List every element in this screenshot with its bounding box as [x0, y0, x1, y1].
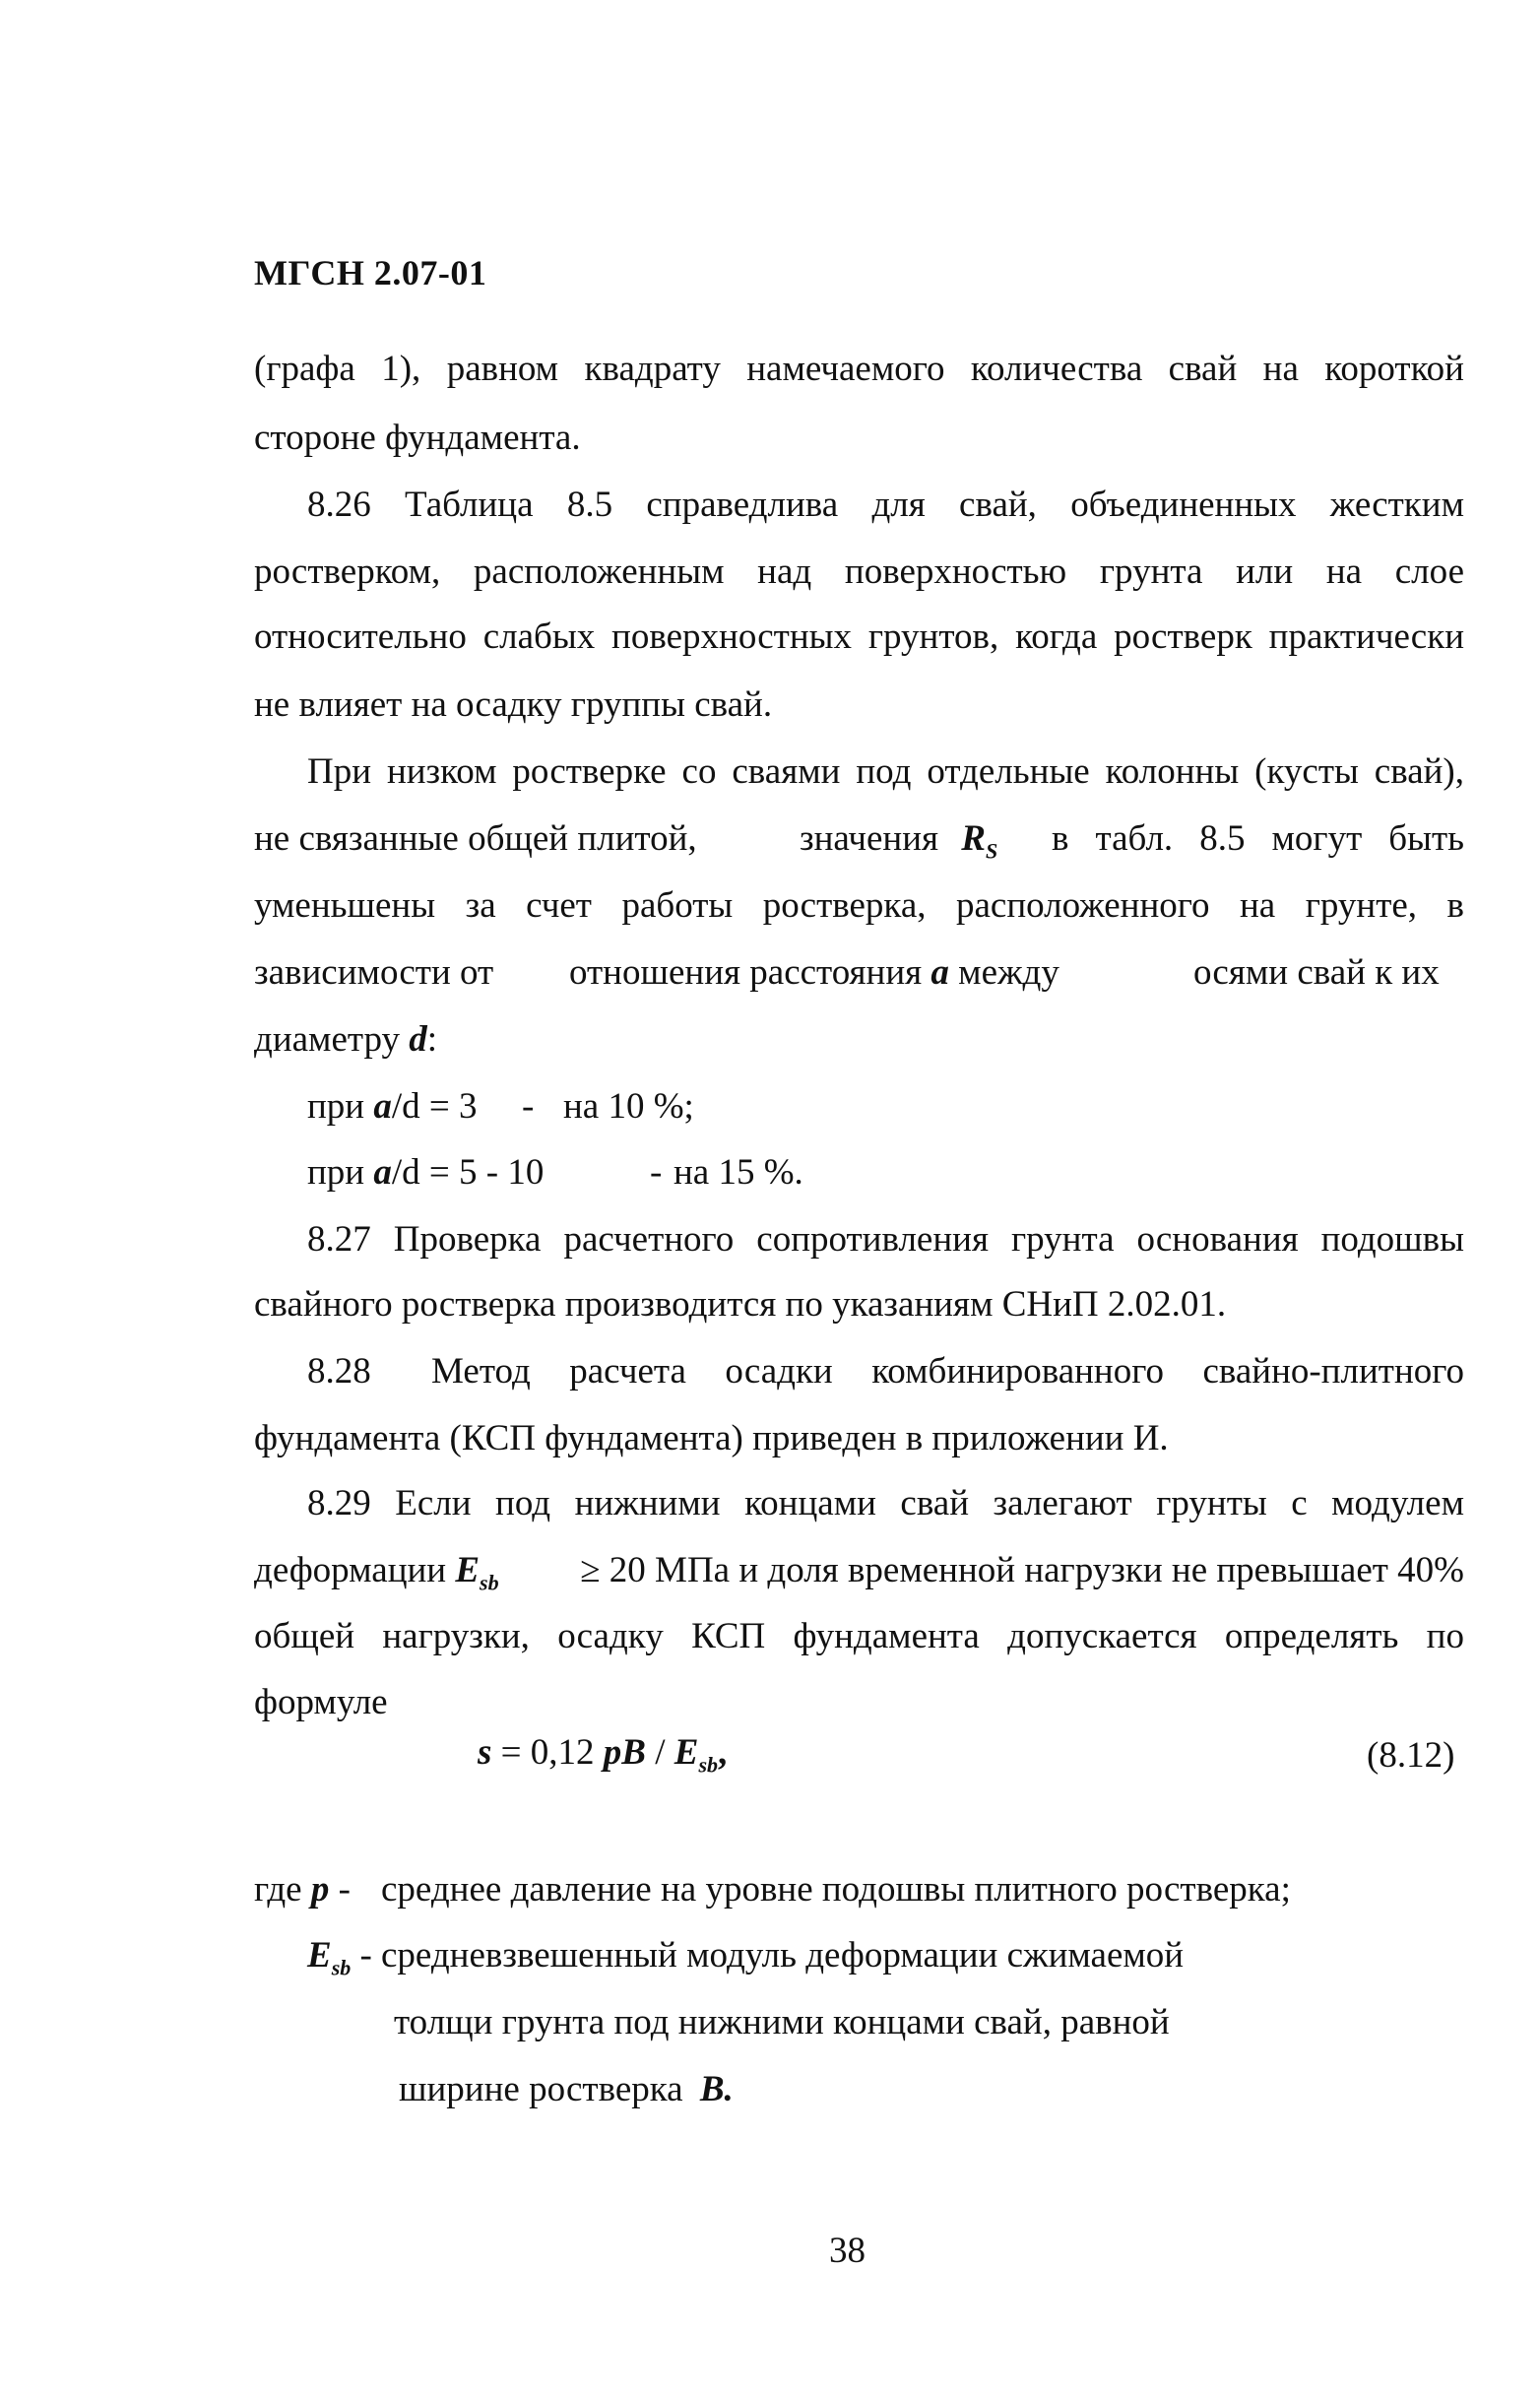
paragraph-8-27-line: свайного ростверка производится по указаниям СНиП 2.02.01.: [254, 1284, 1227, 1325]
paragraph-8-29-line: общей нагрузки, осадку КСП фундамента допускается определять по: [254, 1616, 1464, 1656]
reduction-case-value: на 15 %.: [674, 1152, 803, 1193]
paragraph-8-26-line: ростверком, расположенным над поверхностью грунта или на слое: [254, 551, 1464, 592]
paragraph-low-grillage-line: диаметру d:: [254, 1019, 438, 1060]
definition-p-text: среднее давление на уровне подошвы плитного ростверка;: [381, 1869, 1291, 1910]
paragraph-line: стороне фундамента.: [254, 418, 581, 458]
paragraph-low-grillage-line: осями свай к их: [1193, 952, 1440, 993]
definition-esb-text: толщи грунта под нижними концами свай, равной: [394, 2002, 1170, 2042]
document-header: МГСН 2.07-01: [254, 253, 487, 292]
definition-esb: $E_{sb}$ -: [307, 1935, 372, 1980]
reduction-case: при a/d = 5 - 10: [307, 1152, 545, 1193]
settlement-formula: s = 0,12 pB / $E_{sb}$,: [478, 1732, 728, 1778]
paragraph-8-28-line: Метод расчета осадки комбинированного свайно-плитного: [431, 1351, 1464, 1392]
paragraph-low-grillage-line: При низком ростверке со сваями под отдельные колонны (кусты свай),: [307, 751, 1464, 792]
paragraph-low-grillage-line: отношения расстояния a между: [569, 952, 1059, 993]
reduction-case-dash: -: [522, 1086, 535, 1127]
paragraph-low-grillage-line: не связанные общей плитой,: [254, 818, 697, 859]
paragraph-8-29-line: формуле: [254, 1682, 388, 1722]
equation-number: (8.12): [1367, 1735, 1455, 1776]
paragraph-low-grillage-line: зависимости от: [254, 952, 494, 993]
rs-values-phrase: значения $R_S$: [800, 818, 998, 864]
paragraph-low-grillage-line: в табл. 8.5 могут быть: [1052, 818, 1464, 859]
paragraph-8-29-line: деформации $E_{sb}$ ≥ 20 МПа и доля временной нагрузки не превышает 40%: [254, 1550, 1464, 1595]
paragraph-low-grillage-line: уменьшены за счет работы ростверка, расположенного на грунте, в: [254, 885, 1464, 926]
reduction-case-dash: -: [650, 1152, 663, 1193]
page-number: 38: [829, 2231, 866, 2271]
paragraph-8-29-line: 8.29 Если под нижними концами свай залегают грунты с модулем: [307, 1483, 1464, 1523]
reduction-case-value: на 10 %;: [563, 1086, 694, 1127]
paragraph-8-26-line: не влияет на осадку группы свай.: [254, 684, 773, 725]
paragraph-line: (графа 1), равном квадрату намечаемого количества свай на короткой: [254, 349, 1464, 389]
paragraph-8-26-line: относительно слабых поверхностных грунтов, когда ростверк практически: [254, 616, 1464, 657]
paragraph-8-28-number: 8.28: [307, 1351, 371, 1392]
definition-esb-text: ширине ростверка B.: [399, 2069, 734, 2109]
paragraph-8-28-line: фундамента (КСП фундамента) приведен в приложении И.: [254, 1418, 1169, 1458]
definition-esb-text: средневзвешенный модуль деформации сжимаемой: [381, 1935, 1185, 1976]
paragraph-8-26-line: 8.26 Таблица 8.5 справедлива для свай, объединенных жестким: [307, 485, 1464, 525]
paragraph-8-27-line: 8.27 Проверка расчетного сопротивления грунта основания подошвы: [307, 1219, 1464, 1260]
definition-p: где p -: [254, 1869, 351, 1910]
reduction-case: при a/d = 3: [307, 1086, 478, 1127]
